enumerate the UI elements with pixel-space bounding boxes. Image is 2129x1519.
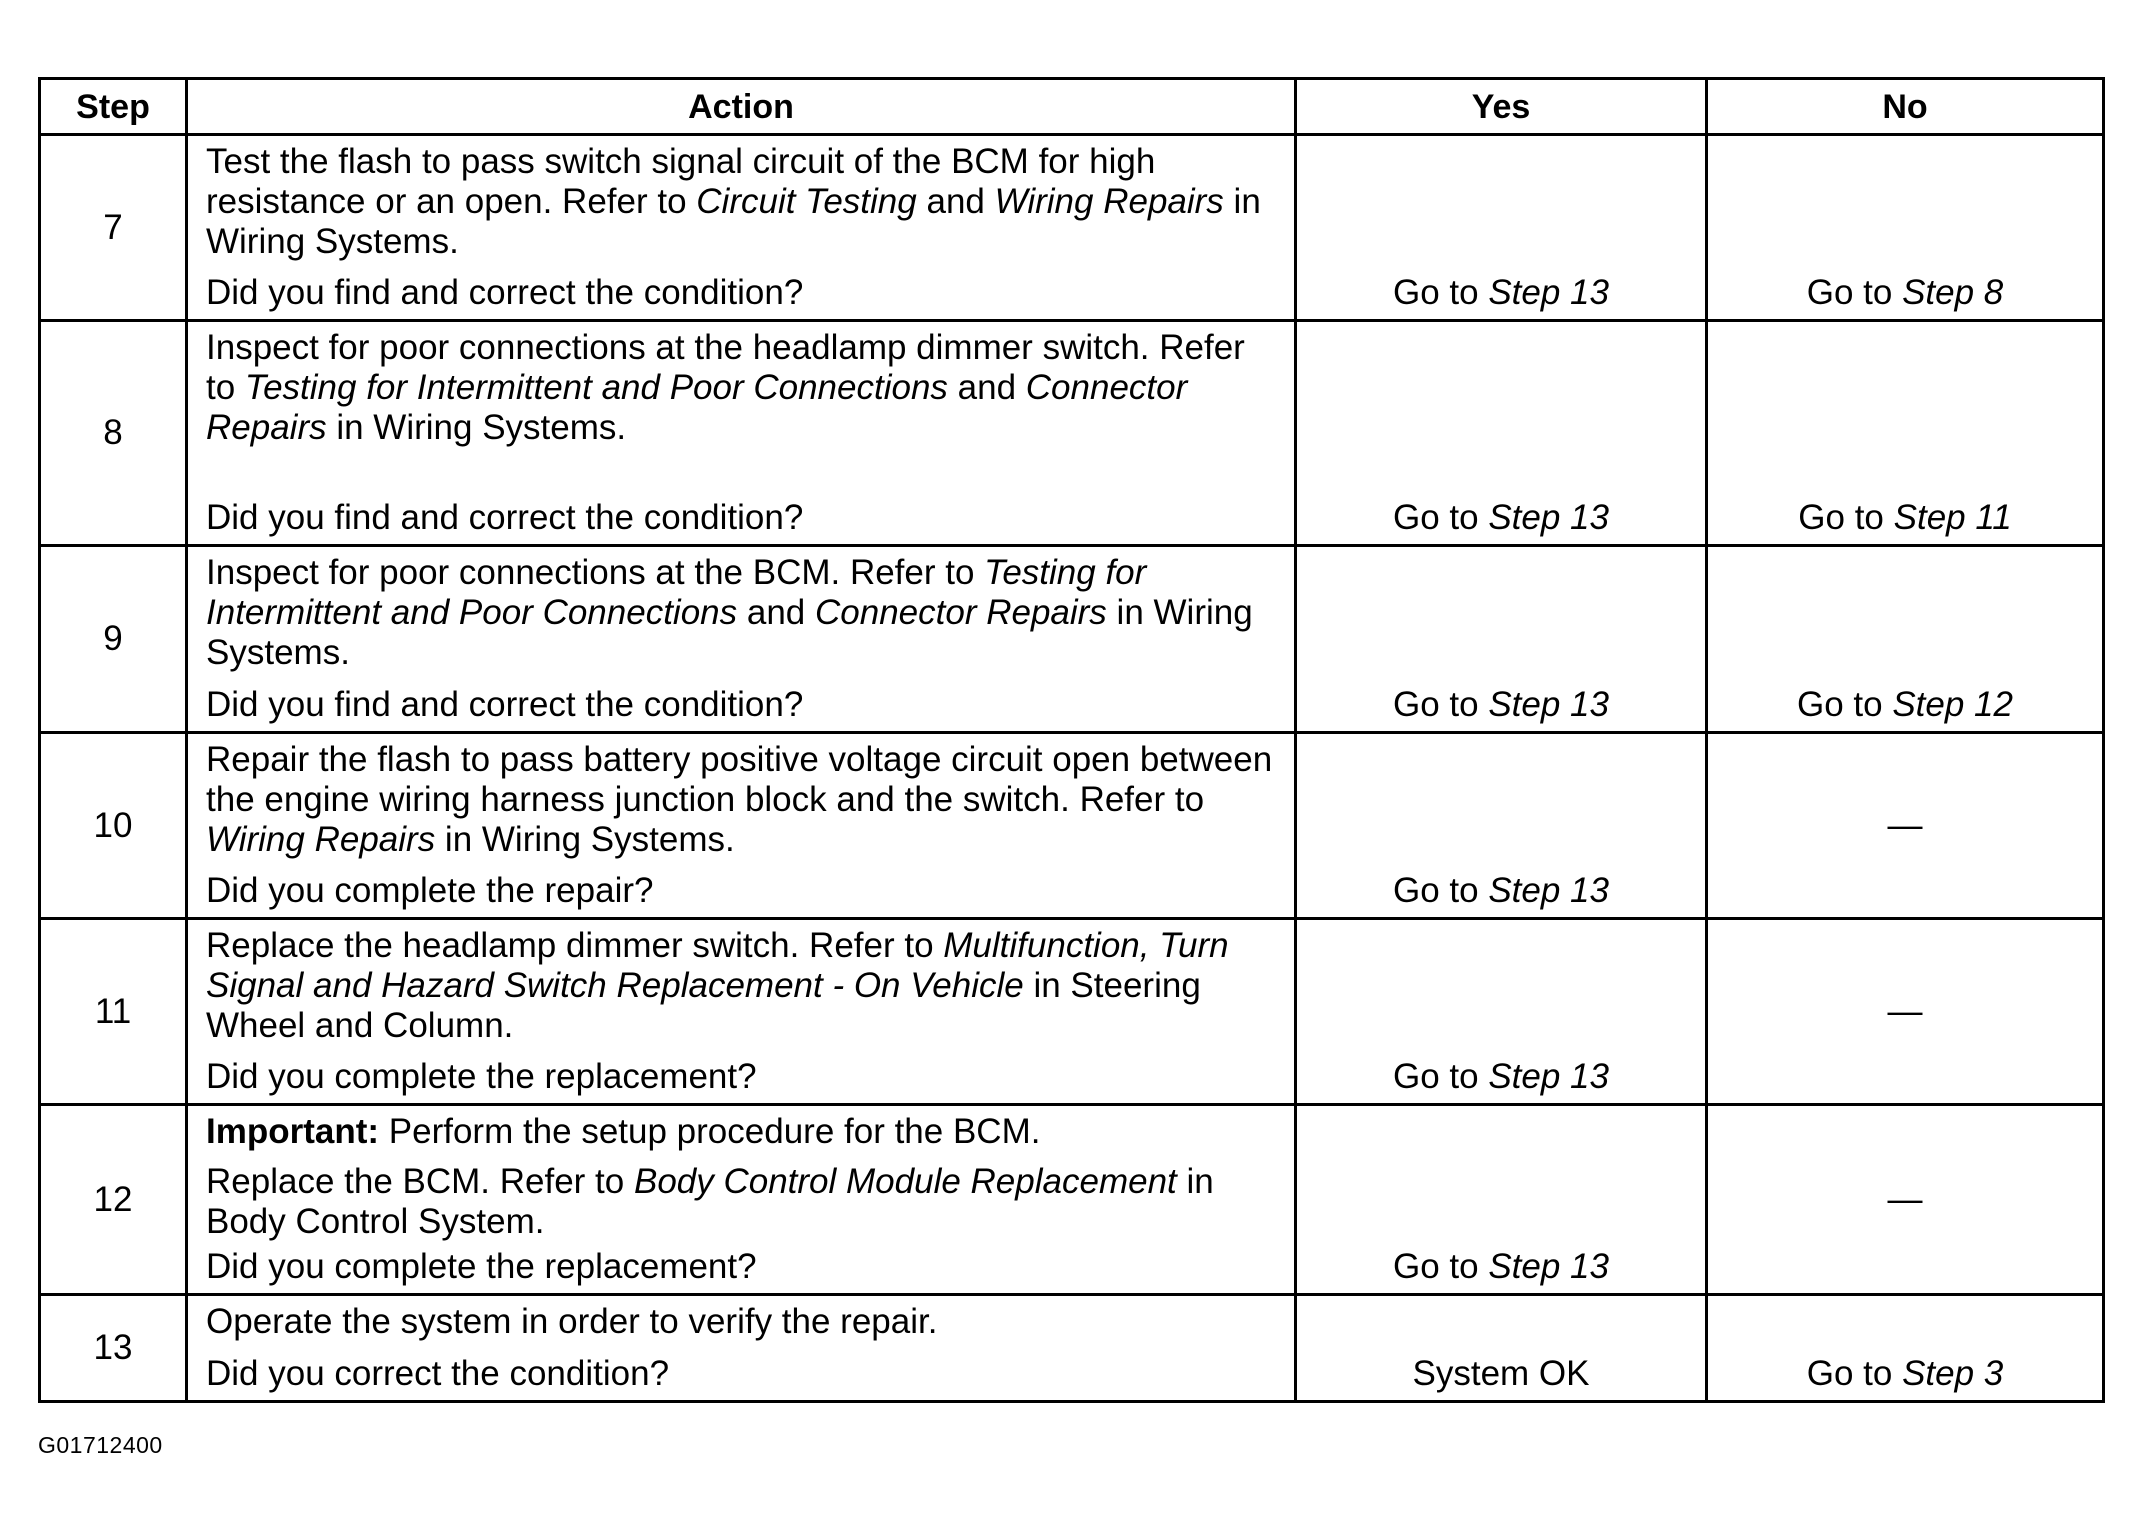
table-body [40, 135, 2104, 1402]
header-row [40, 79, 2104, 135]
yes-text [1297, 136, 1705, 319]
table-row [40, 321, 2104, 546]
text-run: in Wiring Systems. [206, 182, 1261, 261]
yes-line [1393, 498, 1609, 538]
text-run: Important: [206, 1112, 380, 1151]
text-run: and [947, 368, 1026, 407]
text-run: Go to [1393, 1247, 1489, 1286]
action-instructions [206, 1112, 1280, 1242]
text-run: in Body Control System. [206, 1162, 1214, 1241]
step-number: 11 [40, 919, 187, 1105]
text-run: Did you correct the condition? [206, 1354, 670, 1393]
action-paragraph [206, 553, 1280, 673]
action-content [206, 136, 1280, 319]
header-yes: Yes [1296, 79, 1707, 135]
text-run: System OK [1412, 1354, 1590, 1393]
text-run: Step 11 [1893, 498, 2012, 537]
text-run: in Wiring Systems. [435, 820, 735, 859]
action-paragraph [206, 1162, 1280, 1242]
no-result [1707, 321, 2104, 546]
no-text [1708, 1296, 2102, 1400]
text-run: Step 13 [1488, 273, 1609, 312]
text-run: Go to [1797, 685, 1893, 724]
yes-result [1296, 135, 1707, 321]
text-run: Did you find and correct the condition? [206, 498, 804, 537]
action-cell [187, 1295, 1296, 1402]
action-instructions [206, 740, 1280, 860]
text-run: Go to [1393, 1057, 1489, 1096]
table-row [40, 135, 2104, 321]
no-result [1707, 135, 2104, 321]
action-instructions [206, 142, 1280, 262]
text-run: Wiring Repairs [994, 182, 1224, 221]
no-result [1707, 1295, 2104, 1402]
no-result [1707, 546, 2104, 733]
text-run: and [737, 593, 815, 632]
table-row [40, 546, 2104, 733]
step-number: 10 [40, 733, 187, 919]
text-run: Testing for Intermittent and Poor Connections [244, 368, 948, 407]
action-paragraph [206, 1112, 1280, 1152]
yes-text [1297, 547, 1705, 731]
text-run: Multifunction, Turn Signal and Hazard Switch Replacement - On Vehicle [206, 926, 1229, 1005]
text-run: Perform the setup procedure for the BCM. [379, 1112, 1041, 1151]
yes-line [1393, 871, 1609, 911]
text-run: Step 13 [1488, 685, 1609, 724]
text-run: Repair the flash to pass battery positive voltage circuit open between the engine wiring harness junction block and the switch. Refer to [206, 740, 1273, 819]
action-question [206, 871, 1280, 911]
no-text [1708, 136, 2102, 319]
no-result [1707, 1105, 2104, 1295]
text-run: — [1887, 805, 1923, 845]
no-line [1807, 1354, 2004, 1394]
yes-text [1297, 920, 1705, 1103]
text-run: Test the flash to pass switch signal circuit of the BCM for high resistance or an open. Refer to [206, 142, 1156, 221]
header-action: Action [187, 79, 1296, 135]
action-cell [187, 321, 1296, 546]
yes-result [1296, 546, 1707, 733]
text-run: Inspect for poor connections at the headlamp dimmer switch. Refer to [206, 328, 1245, 407]
yes-result [1296, 1295, 1707, 1402]
text-run: Did you complete the replacement? [206, 1057, 757, 1096]
action-question [206, 1354, 1280, 1394]
step-number: 13 [40, 1295, 187, 1402]
figure-id: G01712400 [38, 1432, 163, 1458]
diagnostic-table [38, 77, 2105, 1403]
step-number: 8 [40, 321, 187, 546]
text-run: Circuit Testing [696, 182, 917, 221]
text-run: Step 13 [1488, 871, 1609, 910]
step-number: 12 [40, 1105, 187, 1295]
table-row [40, 733, 2104, 919]
text-run: Replace the BCM. Refer to [206, 1162, 634, 1201]
no-dash [1708, 920, 2102, 1103]
action-question [206, 1247, 1280, 1287]
yes-result [1296, 919, 1707, 1105]
no-line [1807, 273, 2004, 313]
text-run: Operate the system in order to verify the repair. [206, 1302, 938, 1341]
text-run: Body Control Module Replacement [633, 1162, 1177, 1201]
action-cell [187, 1105, 1296, 1295]
action-paragraph [206, 740, 1280, 860]
no-line [1797, 685, 2013, 725]
text-run: — [1887, 991, 1923, 1031]
text-run: Go to [1393, 273, 1489, 312]
text-run: in Wiring Systems. [326, 408, 627, 447]
no-result [1707, 733, 2104, 919]
action-instructions [206, 553, 1280, 673]
action-question [206, 273, 1280, 313]
action-question [206, 1057, 1280, 1097]
yes-line [1413, 1354, 1590, 1394]
text-run: Did you find and correct the condition? [206, 273, 804, 312]
text-run: Go to [1393, 871, 1489, 910]
yes-result [1296, 321, 1707, 546]
yes-line [1393, 685, 1609, 725]
text-run: Step 12 [1892, 685, 2013, 724]
step-number: 7 [40, 135, 187, 321]
text-run: Step 8 [1902, 273, 2004, 312]
action-content [206, 322, 1280, 544]
header-no: No [1707, 79, 2104, 135]
table-row [40, 919, 2104, 1105]
action-content [206, 547, 1280, 731]
action-content [206, 1296, 1280, 1400]
yes-result [1296, 1105, 1707, 1295]
action-paragraph [206, 926, 1280, 1046]
action-content [206, 920, 1280, 1103]
action-question [206, 498, 1280, 538]
yes-text [1297, 1296, 1705, 1400]
text-run: Step 3 [1902, 1354, 2004, 1393]
yes-text [1297, 734, 1705, 917]
action-cell [187, 919, 1296, 1105]
yes-text [1297, 322, 1705, 544]
no-line [1888, 992, 1923, 1032]
text-run: Go to [1806, 1354, 1903, 1393]
step-number: 9 [40, 546, 187, 733]
no-dash [1708, 1106, 2102, 1293]
text-run: Testing for Intermittent and Poor Connections [206, 553, 1147, 632]
text-run: and [916, 182, 995, 221]
text-run: Go to [1798, 498, 1894, 537]
action-content [206, 1106, 1280, 1293]
text-run: Go to [1393, 498, 1489, 537]
no-text [1708, 547, 2102, 731]
table-row [40, 1105, 2104, 1295]
action-question [206, 685, 1280, 725]
text-run: Did you complete the repair? [206, 871, 654, 910]
action-paragraph [206, 328, 1280, 448]
text-run: Connector Repairs [206, 368, 1188, 447]
action-content [206, 734, 1280, 917]
yes-line [1393, 273, 1609, 313]
text-run: Inspect for poor connections at the BCM. Refer to [206, 553, 985, 592]
yes-line [1393, 1057, 1609, 1097]
action-cell [187, 135, 1296, 321]
action-paragraph [206, 1302, 1280, 1342]
text-run: Wiring Repairs [206, 820, 436, 859]
text-run: Go to [1806, 273, 1903, 312]
text-run: Step 13 [1488, 1057, 1609, 1096]
yes-result [1296, 733, 1707, 919]
header-step: Step [40, 79, 187, 135]
text-run: in Steering Wheel and Column. [206, 966, 1201, 1045]
yes-text [1297, 1106, 1705, 1293]
text-run: Step 13 [1488, 1247, 1609, 1286]
action-cell [187, 733, 1296, 919]
text-run: Replace the headlamp dimmer switch. Refer to [206, 926, 944, 965]
text-run: Go to [1393, 685, 1489, 724]
yes-line [1393, 1247, 1609, 1287]
text-run: Connector Repairs [815, 593, 1107, 632]
action-instructions [206, 328, 1280, 448]
action-instructions [206, 926, 1280, 1046]
no-result [1707, 919, 2104, 1105]
no-dash [1708, 734, 2102, 917]
text-run: Step 13 [1488, 498, 1609, 537]
no-line [1888, 1180, 1923, 1220]
text-run: Did you find and correct the condition? [206, 685, 804, 724]
action-cell [187, 546, 1296, 733]
text-run: in Wiring Systems. [206, 593, 1253, 672]
table-row [40, 1295, 2104, 1402]
text-run: — [1887, 1179, 1923, 1219]
no-text [1708, 322, 2102, 544]
no-line [1798, 498, 2011, 538]
action-paragraph [206, 142, 1280, 262]
no-line [1888, 806, 1923, 846]
action-instructions [206, 1302, 1280, 1342]
text-run: Did you complete the replacement? [206, 1247, 757, 1286]
